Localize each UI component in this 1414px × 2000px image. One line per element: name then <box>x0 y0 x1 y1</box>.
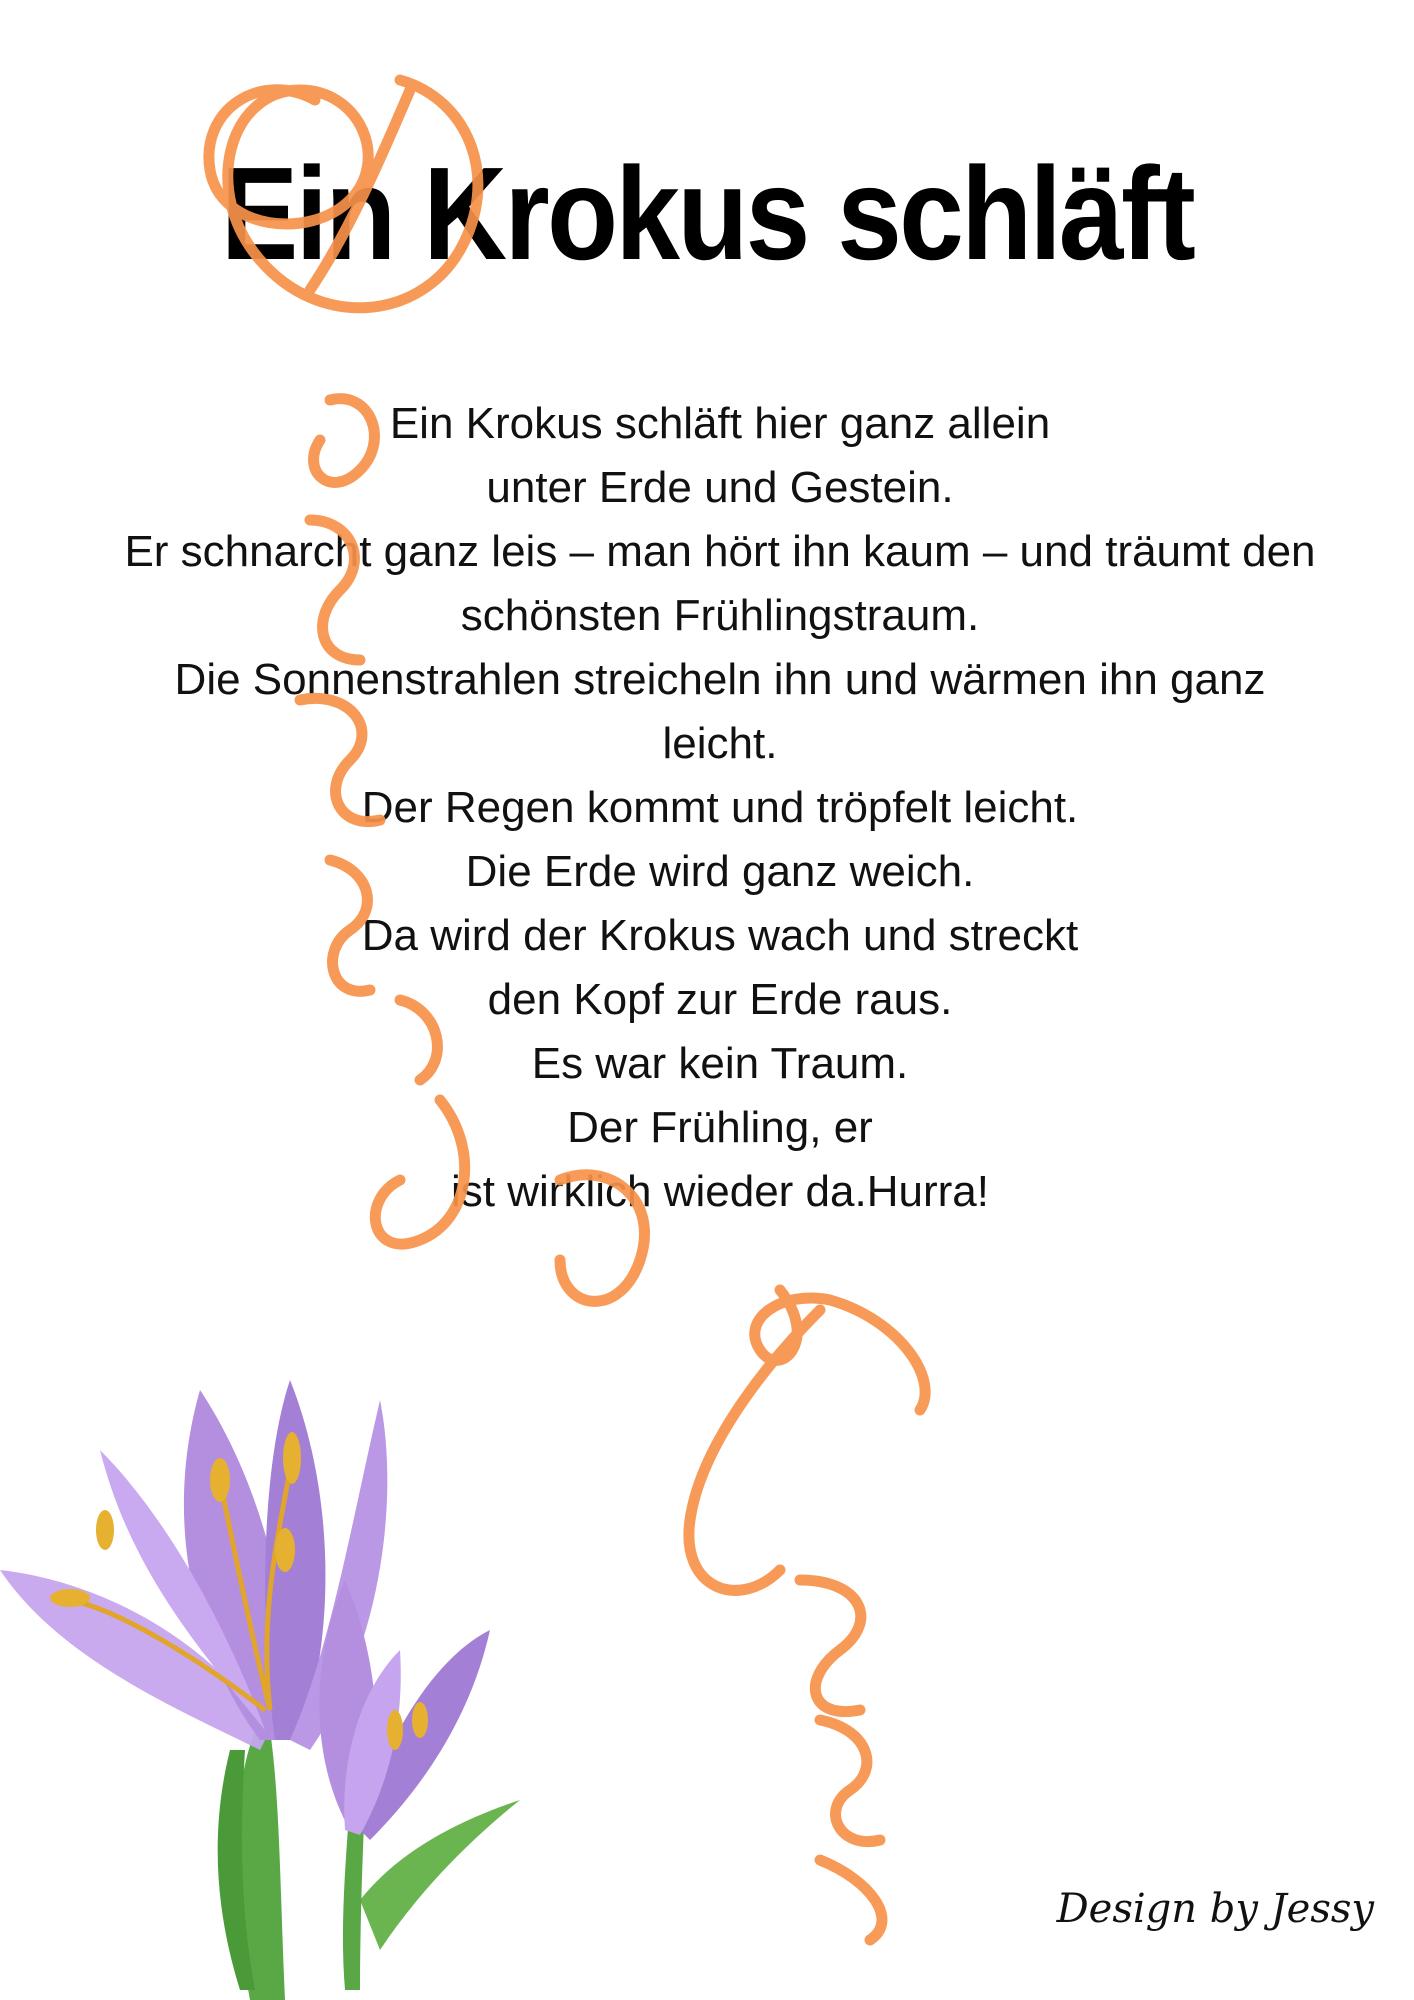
poem-line: leicht. <box>662 719 778 768</box>
poem-line: Die Erde wird ganz weich. <box>465 847 975 896</box>
poem-line: Ein Krokus schläft hier ganz allein <box>389 399 1051 448</box>
poem-line: Da wird der Krokus wach und streckt <box>361 911 1079 960</box>
poem-line: den Kopf zur Erde raus. <box>487 975 953 1024</box>
signature-text: Design by Jessy <box>1056 1886 1374 1932</box>
poem-line: unter Erde und Gestein. <box>486 463 954 512</box>
poem-line: Die Sonnenstrahlen streicheln ihn und wärmen ihn ganz <box>174 655 1266 704</box>
poem-text <box>60 392 1380 1224</box>
poem-line: ist wirklich wieder da.Hurra! <box>451 1167 989 1216</box>
crocus-illustration-icon <box>0 1330 560 2000</box>
poem-line: schönsten Frühlingstraum. <box>460 591 980 640</box>
poem-line: Er schnarcht ganz leis – man hört ihn kaum – und träumt den <box>124 527 1316 576</box>
poem-line: Es war kein Traum. <box>531 1039 909 1088</box>
poem-line: Der Regen kommt und tröpfelt leicht. <box>361 783 1079 832</box>
page-title: Ein Krokus schläft <box>220 140 1194 287</box>
poem-line: Der Frühling, er <box>567 1103 873 1152</box>
